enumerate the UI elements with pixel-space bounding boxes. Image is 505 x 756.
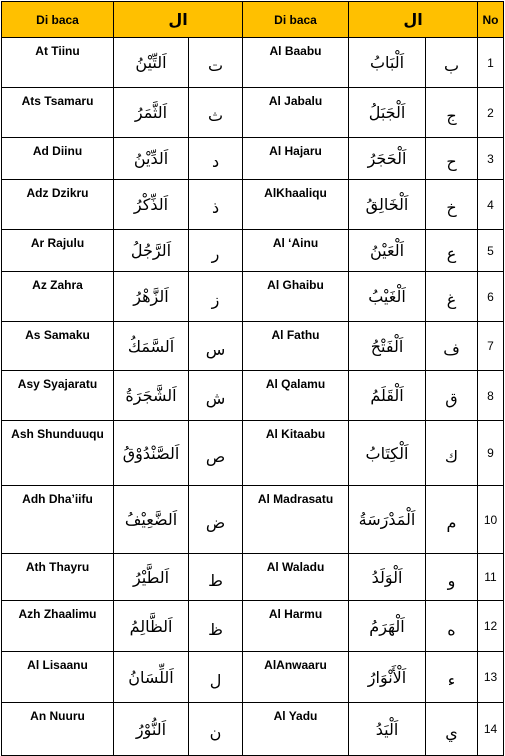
latin-reading-moon: Al Jabalu [243,88,349,138]
header-al-sun: ال [114,2,243,38]
latin-reading-moon: Al Waladu [243,554,349,601]
arabic-word-moon: اَلْبَابُ [349,38,426,88]
row-number: 2 [478,88,504,138]
arabic-letter-moon: ع [426,230,478,272]
arabic-letter-sun: د [189,138,243,180]
row-number: 8 [478,371,504,421]
table-row [2,230,504,272]
table-row [2,486,504,554]
table-row [2,38,504,88]
latin-reading-sun: Al Lisaanu [2,652,114,703]
arabic-letter-sun: ث [189,88,243,138]
latin-reading-moon: Al Ghaibu [243,272,349,322]
header-number: No [478,2,504,38]
latin-reading-sun: At Tiinu [2,38,114,88]
arabic-letter-sun: ش [189,371,243,421]
table-row [2,272,504,322]
arabic-word-sun: اَلنُّوْرُ [114,703,189,756]
arabic-word-sun: اَلسَّمَكُ [114,322,189,371]
table-row [2,703,504,756]
arabic-word-moon: اَلْأَنْوَارُ [349,652,426,703]
arabic-letter-sun: س [189,322,243,371]
arabic-letter-moon: خ [426,180,478,230]
latin-reading-sun: Ad Diinu [2,138,114,180]
latin-reading-sun: As Samaku [2,322,114,371]
arabic-word-sun: اَلضَّعِيْفُ [114,486,189,554]
latin-reading-moon: Al Harmu [243,601,349,652]
arabic-letter-sun: ض [189,486,243,554]
arabic-letter-moon: ه [426,601,478,652]
arabic-word-sun: اَلظَّالِمُ [114,601,189,652]
arabic-word-moon: اَلْخَالِقُ [349,180,426,230]
latin-reading-moon: Al Fathu [243,322,349,371]
arabic-letter-sun: ط [189,554,243,601]
header-dibaca-sun: Di baca [2,2,114,38]
arabic-word-sun: اَلدِّيْنُ [114,138,189,180]
latin-reading-moon: Al Qalamu [243,371,349,421]
table-row [2,554,504,601]
latin-reading-sun: Azh Zhaalimu [2,601,114,652]
arabic-letter-moon: ج [426,88,478,138]
row-number: 12 [478,601,504,652]
arabic-letter-moon: ف [426,322,478,371]
arabic-letter-sun: ز [189,272,243,322]
row-number: 13 [478,652,504,703]
latin-reading-sun: An Nuuru [2,703,114,756]
arabic-word-sun: اَلزَّهْرُ [114,272,189,322]
latin-reading-moon: Al Baabu [243,38,349,88]
latin-reading-sun: Ar Rajulu [2,230,114,272]
latin-reading-moon: Al Madrasatu [243,486,349,554]
arabic-word-moon: اَلْجَبَلُ [349,88,426,138]
table-row [2,180,504,230]
latin-reading-moon: AlKhaaliqu [243,180,349,230]
latin-reading-moon: Al Kitaabu [243,421,349,486]
header-al-moon: ال [349,2,478,38]
table-row [2,322,504,371]
arabic-letter-moon: م [426,486,478,554]
arabic-letter-sun: ص [189,421,243,486]
arabic-letter-moon: ق [426,371,478,421]
arabic-letter-moon: ب [426,38,478,88]
latin-reading-sun: Ash Shunduuqu [2,421,114,486]
latin-reading-sun: Ath Thayru [2,554,114,601]
table-row [2,371,504,421]
arabic-letter-sun: ر [189,230,243,272]
arabic-word-sun: اَلتِّيْنُ [114,38,189,88]
arabic-letter-moon: ء [426,652,478,703]
latin-reading-moon: Al ‘Ainu [243,230,349,272]
arabic-letter-moon: ك [426,421,478,486]
arabic-word-sun: اَلصَّنْدُوْقُ [114,421,189,486]
arabic-letter-sun: ظ [189,601,243,652]
latin-reading-moon: Al Hajaru [243,138,349,180]
latin-reading-moon: AlAnwaaru [243,652,349,703]
arabic-word-sun: اَلذِّكْرُ [114,180,189,230]
arabic-letter-moon: و [426,554,478,601]
arabic-word-moon: اَلْكِتَابُ [349,421,426,486]
latin-reading-sun: Adh Dha’iifu [2,486,114,554]
row-number: 9 [478,421,504,486]
arabic-word-moon: اَلْيَدُ [349,703,426,756]
row-number: 7 [478,322,504,371]
arabic-word-moon: اَلْهَرَمُ [349,601,426,652]
arabic-letter-sun: ت [189,38,243,88]
arabic-letter-sun: ل [189,652,243,703]
arabic-word-sun: اَلشَّجَرَةُ [114,371,189,421]
arabic-word-moon: اَلْوَلَدُ [349,554,426,601]
arabic-word-moon: اَلْحَجَرُ [349,138,426,180]
header-dibaca-moon: Di baca [243,2,349,38]
arabic-word-sun: اَلطَّيْرُ [114,554,189,601]
arabic-word-moon: اَلْمَدْرَسَةُ [349,486,426,554]
arabic-word-sun: اَلرَّجُلُ [114,230,189,272]
row-number: 1 [478,38,504,88]
latin-reading-sun: Az Zahra [2,272,114,322]
row-number: 14 [478,703,504,756]
table-row [2,88,504,138]
arabic-letter-sun: ذ [189,180,243,230]
arabic-letter-moon: ي [426,703,478,756]
arabic-word-moon: اَلْغَيْبُ [349,272,426,322]
arabic-letter-moon: ح [426,138,478,180]
arabic-word-sun: اَلثَّمَرُ [114,88,189,138]
table-row [2,138,504,180]
latin-reading-moon: Al Yadu [243,703,349,756]
table-row [2,652,504,703]
alif-lam-table [1,1,504,756]
header-row [2,2,504,38]
row-number: 10 [478,486,504,554]
arabic-word-moon: اَلْفَتْحُ [349,322,426,371]
row-number: 3 [478,138,504,180]
arabic-word-sun: اَللِّسَانُ [114,652,189,703]
arabic-word-moon: اَلْعَيْنُ [349,230,426,272]
arabic-word-moon: اَلْقَلَمُ [349,371,426,421]
row-number: 4 [478,180,504,230]
arabic-letter-sun: ن [189,703,243,756]
latin-reading-sun: Ats Tsamaru [2,88,114,138]
row-number: 5 [478,230,504,272]
row-number: 6 [478,272,504,322]
row-number: 11 [478,554,504,601]
table-row [2,421,504,486]
latin-reading-sun: Asy Syajaratu [2,371,114,421]
arabic-letter-moon: غ [426,272,478,322]
latin-reading-sun: Adz Dzikru [2,180,114,230]
table-row [2,601,504,652]
